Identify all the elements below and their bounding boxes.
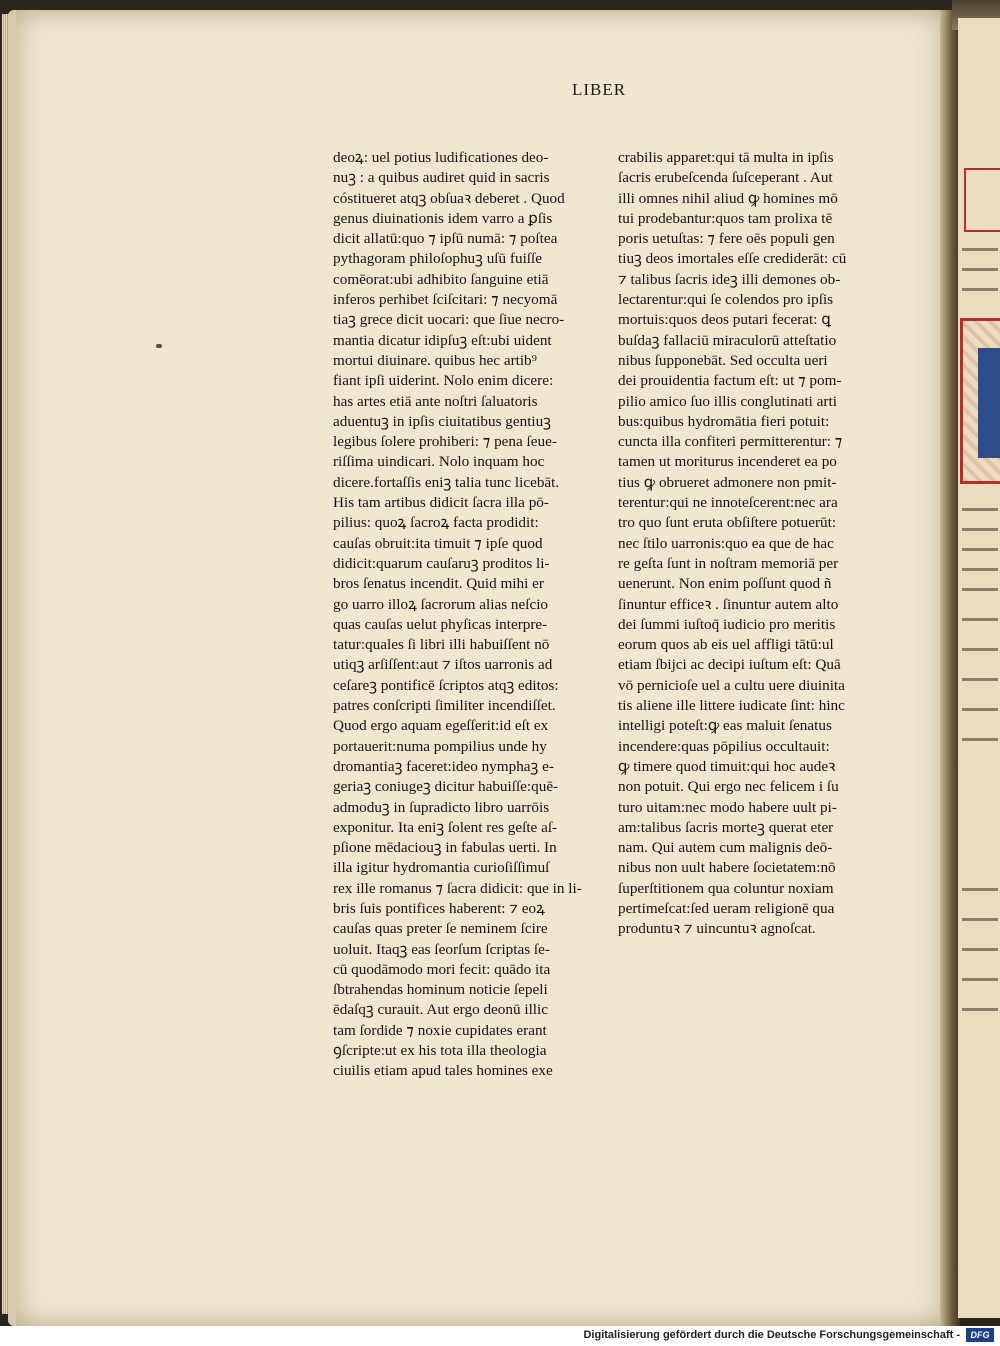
text-line: ēdaſqꝫ curauit. Aut ergo deonū illic <box>333 1001 548 1019</box>
text-line: buſdaꝫ fallaciū miraculorū atteſtatio <box>618 331 837 349</box>
text-line: ꝯſcripte:ut ex his tota illa theologia <box>333 1042 547 1060</box>
text-line: turo uitam:nec modo habere uult pi- <box>618 798 837 816</box>
text-line: ⁊ talibus ſacris ideꝫ illi demones ob- <box>618 270 841 288</box>
text-line: cauſas quas preter ſe neminem ſcire <box>333 920 548 938</box>
text-line: tis aliene ille littere iudicate ſint: hinc <box>618 697 845 715</box>
text-line: aduentuꝫ in ipſis ciuitatibus gentiuꝫ <box>333 412 551 430</box>
text-line: admoduꝫ in ſupradicto libro uarrōis <box>333 798 550 816</box>
text-line: tiaꝫ grece dicit uocari: que ſiue necro- <box>333 311 565 329</box>
text-line: terentur:qui ne innoteſcerent:nec ara <box>618 494 838 512</box>
text-line: tui prodebantur:quos tam prolixa tē <box>618 209 833 227</box>
text-line: inferos perhibet ſciſcitari: ⁊ necyomā <box>333 291 558 309</box>
text-line: dicit allatū:quo ⁊ ipſū numā: ⁊ poſtea <box>333 230 558 248</box>
text-line: tro quo ſunt eruta obſiſtere potuerūt: <box>618 514 837 532</box>
text-line: deoꝝ: uel potius ludificationes deo- <box>333 149 549 166</box>
text-line: Quod ergo aquam egeſſerit:id eſt ex <box>333 717 549 735</box>
text-line: tamen ut moriturus incenderet ea po <box>618 453 837 471</box>
text-line: crabilis apparet:qui tā multa in ipſis <box>618 149 834 166</box>
text-line: ſuperſtitionem qua coluntur noxiam <box>618 879 834 897</box>
text-line: His tam artibus didicit ſacra illa pō- <box>333 494 549 512</box>
facing-text-line <box>962 978 998 981</box>
dfg-logo: DFG <box>966 1328 994 1342</box>
facing-text-line <box>962 888 998 891</box>
text-line: legibus ſolere prohiberi: ⁊ pena ſeue- <box>333 433 557 451</box>
facing-text-line <box>962 618 998 621</box>
text-line: tatur:quales ſi libri illi habuiſſent nō <box>333 636 550 654</box>
text-column-right <box>618 148 858 940</box>
text-line: pſione mēdaciouꝫ in fabulas uerti. In <box>333 839 557 857</box>
facing-text-line <box>962 508 998 511</box>
facing-text-line <box>962 528 998 531</box>
text-line: uoluit. Itaqꝫ eas ſeorſum ſcriptas ſe- <box>333 940 550 958</box>
text-line: cū quodāmodo mori fecit: quādo ita <box>333 960 551 978</box>
facing-text-line <box>962 948 998 951</box>
text-line: didicit:quarum cauſaruꝫ proditos li- <box>333 554 550 572</box>
text-line: portauerit:numa pompilius unde hy <box>333 737 547 755</box>
text-line: vō pernicioſe uel a cultu uere diuinita <box>618 676 845 694</box>
text-line: cóstitueret atqꝫ obſuaꝛ deberet . Quod <box>333 189 565 207</box>
facing-text-line <box>962 268 998 271</box>
text-line: riſſima uindicari. Nolo inquam hoc <box>333 453 545 471</box>
text-line: tam ſordide ⁊ noxie cupidates erant <box>333 1021 547 1039</box>
text-line: poris uetuſtas: ⁊ fere oēs populi gen <box>618 230 835 248</box>
text-line: ſbtrahendas hominum noticie ſepeli <box>333 981 548 999</box>
text-line: exponitur. Ita eniꝫ ſolent res geſte aſ- <box>333 818 558 836</box>
text-line: tiuꝫ deos imortales eſſe crediderāt: cū <box>618 250 847 268</box>
text-line: pythagoram philoſophuꝫ uſū fuiſſe <box>333 250 542 268</box>
funding-credit: Digitalisierung gefördert durch die Deutsche Forschungsgemeinschaft - <box>583 1329 960 1341</box>
text-line: cuncta illa confiteri permitterentur: ⁊ <box>618 433 843 451</box>
facing-page <box>958 18 1000 1318</box>
text-line: lectarentur:qui ſe colendos pro ipſis <box>618 291 834 309</box>
facing-text-line <box>962 588 998 591</box>
facing-text-line <box>962 568 998 571</box>
text-line: mantia dicatur idipſuꝫ eſt:ubi uident <box>333 331 552 349</box>
text-line: dei prouidentia factum eſt: ut ⁊ pom- <box>618 372 842 390</box>
text-line: utiqꝫ arſiſſent:aut ⁊ iſtos uarronis ad <box>333 656 553 674</box>
text-line: patres conſcripti ſimiliter incendiſſet. <box>333 697 556 715</box>
rubric-box <box>964 168 1000 232</box>
text-line: mortui diuinare. quibus hec artib⁹ <box>333 351 537 369</box>
book-gutter <box>940 10 960 1326</box>
text-column-left <box>333 148 582 1082</box>
running-head: LIBER <box>572 80 627 99</box>
text-line: nam. Qui autem cum malignis deō- <box>618 839 833 857</box>
text-line: incendere:quas pōpilius occultauit: <box>618 737 830 755</box>
text-line: dromantiaꝫ faceret:ideo nymphaꝫ e- <box>333 757 554 775</box>
facing-text-line <box>962 708 998 711</box>
text-line: nibus non uult habere ſocietatem:nō <box>618 859 836 877</box>
text-line: tius ꝙ obrueret admonere non pmit- <box>618 473 837 491</box>
blue-initial <box>978 348 1000 458</box>
text-line: intelligi poteſt:ꝙ eas maluit ſenatus <box>618 717 832 735</box>
text-line: ſinuntur efficeꝛ . ſinuntur autem alto <box>618 595 839 613</box>
text-line: illa igitur hydromantia curioſiſſimuſ <box>333 859 550 877</box>
facing-text-line <box>962 248 998 251</box>
facing-text-line <box>962 738 998 741</box>
text-line: bros ſenatus incendit. Quid mihi er <box>333 575 544 593</box>
text-line: ꝙ timere quod timuit:qui hoc audeꝛ <box>618 757 836 775</box>
facing-text-line <box>962 918 998 921</box>
text-line: rex ille romanus ⁊ ſacra didicit: que in li- <box>333 879 582 897</box>
text-line: ciuilis etiam apud tales homines exe <box>333 1062 553 1080</box>
text-line: mortuis:quos deos putari fecerat: ꝗ <box>618 311 831 329</box>
text-line: go uarro illoꝝ ſacrorum alias neſcio <box>333 595 549 613</box>
facing-text-line <box>962 678 998 681</box>
text-line: pilius: quoꝝ ſacroꝝ facta prodidit: <box>333 514 539 532</box>
text-line: am:talibus ſacris morteꝫ querat eter <box>618 818 834 836</box>
text-line: nec ſtilo uarronis:quo ea que de hac <box>618 534 834 552</box>
facing-text-line <box>962 648 998 651</box>
text-line: etiam ſbijci ac decipi iuſtum eſt: Quā <box>618 656 841 674</box>
text-line: eorum quos ab eis uel affligi tātū:ul <box>618 636 834 654</box>
text-line: uenerunt. Non enim poſſunt quod ñ <box>618 575 832 593</box>
text-line: non potuit. Qui ergo nec felicem i ſu <box>618 778 839 796</box>
text-line: dei ſummi iuſtoq̄ iudicio pro meritis <box>618 615 836 633</box>
text-line: cauſas obruit:ita timuit ⁊ ipſe quod <box>333 534 543 552</box>
facing-text-line <box>962 288 998 291</box>
text-line: bus:quibus hydromātia fieri potuit: <box>618 412 830 430</box>
facing-text-line <box>962 1008 998 1011</box>
text-line: comēorat:ubi adhibito ſanguine etiā <box>333 270 549 288</box>
text-line: pertimeſcat:ſed ueram religionē qua <box>618 899 835 917</box>
text-line: nuꝫ : a quibus audiret quid in sacris <box>333 169 550 187</box>
text-line: ceſareꝫ pontificē ſcriptos atqꝫ editos: <box>333 676 559 694</box>
text-line: fiant ipſi uiderint. Nolo enim dicere: <box>333 372 554 390</box>
text-line: bris ſuis pontifices haberent: ⁊ eoꝝ <box>333 899 545 917</box>
text-line: re geſta ſunt in noſtram memoriā per <box>618 554 839 572</box>
text-line: has artes etiā ante noſtri ſaluatoris <box>333 392 538 410</box>
text-line: dicere.fortaſſis eniꝫ talia tunc licebāt. <box>333 473 560 491</box>
text-line: genus diuinationis idem varro a ꝑſis <box>333 209 553 227</box>
facing-text-line <box>962 548 998 551</box>
text-line: nibus ſupponebāt. Sed occulta ueri <box>618 351 828 369</box>
text-line: illi omnes nihil aliud ꝙ homines mō <box>618 189 838 207</box>
text-line: produntuꝛ ⁊ uincuntuꝛ agnoſcat. <box>618 920 816 938</box>
text-line: ſacris erubeſcenda ſuſceperant . Aut <box>618 169 833 187</box>
margin-mark <box>156 344 162 348</box>
text-line: pilio amico ſuo illis conglutinati arti <box>618 392 837 410</box>
text-line: geriaꝫ coniugeꝫ dicitur habuiſſe:quē- <box>333 778 559 796</box>
text-line: quas cauſas uelut phyſicas interpre- <box>333 615 548 633</box>
